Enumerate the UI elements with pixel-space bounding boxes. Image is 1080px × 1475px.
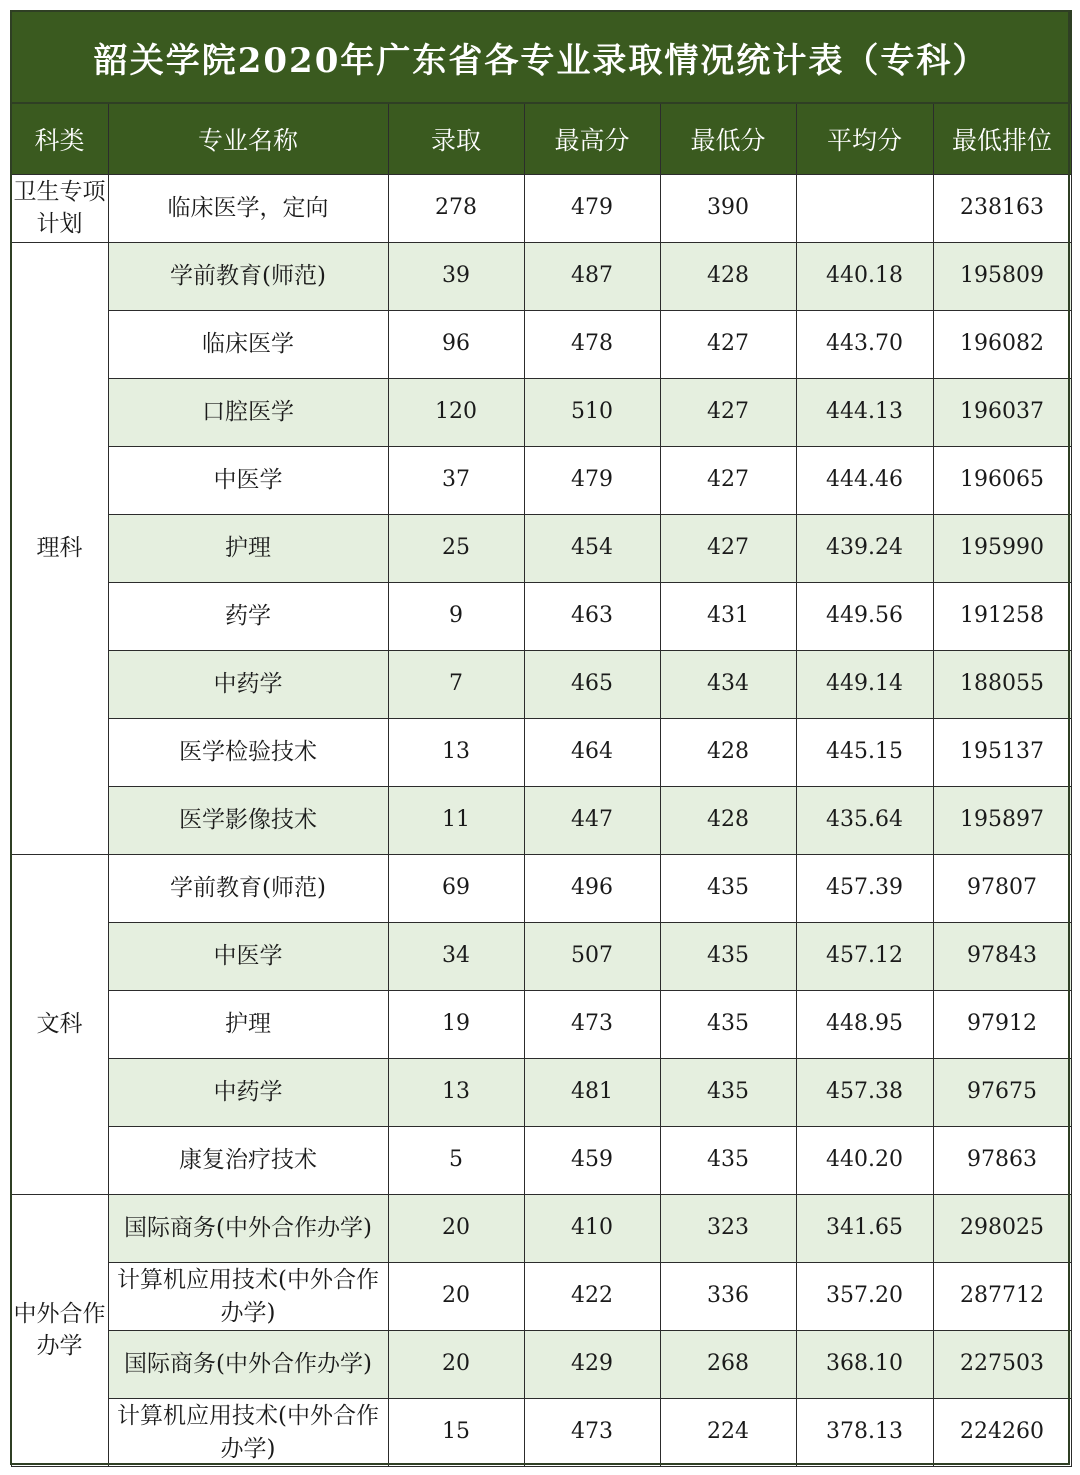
min-score-cell: 268 bbox=[660, 1331, 796, 1399]
admitted-cell: 96 bbox=[388, 311, 524, 379]
max-score-cell: 507 bbox=[524, 923, 660, 991]
min-score-cell: 224 bbox=[660, 1399, 796, 1467]
min-score-cell: 435 bbox=[660, 991, 796, 1059]
min-rank-cell: 195809 bbox=[933, 243, 1071, 311]
max-score-cell: 410 bbox=[524, 1195, 660, 1263]
min-score-cell: 427 bbox=[660, 515, 796, 583]
admitted-cell: 11 bbox=[388, 787, 524, 855]
major-cell: 学前教育(师范) bbox=[108, 855, 388, 923]
min-rank-cell: 195897 bbox=[933, 787, 1071, 855]
header-avg-score: 平均分 bbox=[796, 103, 933, 175]
admitted-cell: 37 bbox=[388, 447, 524, 515]
major-cell: 护理 bbox=[108, 991, 388, 1059]
min-rank-cell: 298025 bbox=[933, 1195, 1071, 1263]
admitted-cell: 25 bbox=[388, 515, 524, 583]
max-score-cell: 481 bbox=[524, 1059, 660, 1127]
avg-score-cell: 448.95 bbox=[796, 991, 933, 1059]
admitted-cell: 5 bbox=[388, 1127, 524, 1195]
max-score-cell: 464 bbox=[524, 719, 660, 787]
min-rank-cell: 238163 bbox=[933, 175, 1071, 243]
header-admitted: 录取 bbox=[388, 103, 524, 175]
avg-score-cell: 435.64 bbox=[796, 787, 933, 855]
max-score-cell: 463 bbox=[524, 583, 660, 651]
major-cell: 学前教育(师范) bbox=[108, 243, 388, 311]
max-score-cell: 510 bbox=[524, 379, 660, 447]
min-rank-cell: 97807 bbox=[933, 855, 1071, 923]
max-score-cell: 465 bbox=[524, 651, 660, 719]
min-rank-cell: 195137 bbox=[933, 719, 1071, 787]
admitted-cell: 7 bbox=[388, 651, 524, 719]
avg-score-cell: 444.46 bbox=[796, 447, 933, 515]
max-score-cell: 473 bbox=[524, 991, 660, 1059]
avg-score-cell: 449.14 bbox=[796, 651, 933, 719]
avg-score-cell: 341.65 bbox=[796, 1195, 933, 1263]
min-rank-cell: 97843 bbox=[933, 923, 1071, 991]
avg-score-cell: 378.13 bbox=[796, 1399, 933, 1467]
min-score-cell: 336 bbox=[660, 1263, 796, 1331]
admitted-cell: 69 bbox=[388, 855, 524, 923]
min-score-cell: 427 bbox=[660, 379, 796, 447]
major-cell: 医学影像技术 bbox=[108, 787, 388, 855]
major-cell: 康复治疗技术 bbox=[108, 1127, 388, 1195]
header-category: 科类 bbox=[11, 103, 108, 175]
major-cell: 计算机应用技术(中外合作办学) bbox=[108, 1399, 388, 1467]
avg-score-cell: 368.10 bbox=[796, 1331, 933, 1399]
max-score-cell: 479 bbox=[524, 447, 660, 515]
table-frame bbox=[10, 10, 1070, 1465]
category-cell: 卫生专项计划 bbox=[11, 175, 108, 243]
avg-score-cell: 457.12 bbox=[796, 923, 933, 991]
avg-score-cell: 443.70 bbox=[796, 311, 933, 379]
max-score-cell: 422 bbox=[524, 1263, 660, 1331]
avg-score-cell: 445.15 bbox=[796, 719, 933, 787]
avg-score-cell: 457.38 bbox=[796, 1059, 933, 1127]
major-cell: 中药学 bbox=[108, 1059, 388, 1127]
header-min-score: 最低分 bbox=[660, 103, 796, 175]
admitted-cell: 34 bbox=[388, 923, 524, 991]
category-cell: 理科 bbox=[11, 243, 108, 855]
avg-score-cell: 357.20 bbox=[796, 1263, 933, 1331]
major-cell: 口腔医学 bbox=[108, 379, 388, 447]
min-rank-cell: 97863 bbox=[933, 1127, 1071, 1195]
max-score-cell: 447 bbox=[524, 787, 660, 855]
min-score-cell: 435 bbox=[660, 1059, 796, 1127]
major-cell: 国际商务(中外合作办学) bbox=[108, 1195, 388, 1263]
admitted-cell: 13 bbox=[388, 1059, 524, 1127]
min-rank-cell: 191258 bbox=[933, 583, 1071, 651]
min-rank-cell: 97675 bbox=[933, 1059, 1071, 1127]
admitted-cell: 15 bbox=[388, 1399, 524, 1467]
min-rank-cell: 97912 bbox=[933, 991, 1071, 1059]
table-title: 韶关学院2020年广东省各专业录取情况统计表（专科） bbox=[11, 11, 1071, 103]
min-rank-cell: 224260 bbox=[933, 1399, 1071, 1467]
max-score-cell: 478 bbox=[524, 311, 660, 379]
max-score-cell: 429 bbox=[524, 1331, 660, 1399]
min-rank-cell: 196082 bbox=[933, 311, 1071, 379]
major-cell: 中医学 bbox=[108, 447, 388, 515]
major-cell: 药学 bbox=[108, 583, 388, 651]
admitted-cell: 20 bbox=[388, 1195, 524, 1263]
avg-score-cell: 449.56 bbox=[796, 583, 933, 651]
admitted-cell: 20 bbox=[388, 1263, 524, 1331]
avg-score-cell: 440.20 bbox=[796, 1127, 933, 1195]
min-rank-cell: 196037 bbox=[933, 379, 1071, 447]
category-cell: 中外合作办学 bbox=[11, 1195, 108, 1467]
admitted-cell: 278 bbox=[388, 175, 524, 243]
min-score-cell: 428 bbox=[660, 243, 796, 311]
min-rank-cell: 188055 bbox=[933, 651, 1071, 719]
min-rank-cell: 227503 bbox=[933, 1331, 1071, 1399]
max-score-cell: 459 bbox=[524, 1127, 660, 1195]
min-rank-cell: 196065 bbox=[933, 447, 1071, 515]
min-score-cell: 428 bbox=[660, 719, 796, 787]
min-score-cell: 427 bbox=[660, 311, 796, 379]
max-score-cell: 473 bbox=[524, 1399, 660, 1467]
major-cell: 计算机应用技术(中外合作办学) bbox=[108, 1263, 388, 1331]
major-cell: 临床医学 bbox=[108, 311, 388, 379]
min-score-cell: 428 bbox=[660, 787, 796, 855]
min-score-cell: 323 bbox=[660, 1195, 796, 1263]
admitted-cell: 9 bbox=[388, 583, 524, 651]
header-major: 专业名称 bbox=[108, 103, 388, 175]
major-cell: 临床医学，定向 bbox=[108, 175, 388, 243]
max-score-cell: 496 bbox=[524, 855, 660, 923]
header-min-rank: 最低排位 bbox=[933, 103, 1071, 175]
max-score-cell: 487 bbox=[524, 243, 660, 311]
max-score-cell: 454 bbox=[524, 515, 660, 583]
avg-score-cell: 439.24 bbox=[796, 515, 933, 583]
avg-score-cell: 440.18 bbox=[796, 243, 933, 311]
min-score-cell: 435 bbox=[660, 923, 796, 991]
avg-score-cell: 457.39 bbox=[796, 855, 933, 923]
min-score-cell: 431 bbox=[660, 583, 796, 651]
header-max-score: 最高分 bbox=[524, 103, 660, 175]
major-cell: 医学检验技术 bbox=[108, 719, 388, 787]
admitted-cell: 39 bbox=[388, 243, 524, 311]
admitted-cell: 20 bbox=[388, 1331, 524, 1399]
admitted-cell: 120 bbox=[388, 379, 524, 447]
min-rank-cell: 287712 bbox=[933, 1263, 1071, 1331]
min-score-cell: 434 bbox=[660, 651, 796, 719]
major-cell: 中药学 bbox=[108, 651, 388, 719]
min-rank-cell: 195990 bbox=[933, 515, 1071, 583]
admitted-cell: 13 bbox=[388, 719, 524, 787]
admitted-cell: 19 bbox=[388, 991, 524, 1059]
min-score-cell: 435 bbox=[660, 1127, 796, 1195]
min-score-cell: 427 bbox=[660, 447, 796, 515]
min-score-cell: 435 bbox=[660, 855, 796, 923]
major-cell: 国际商务(中外合作办学) bbox=[108, 1331, 388, 1399]
major-cell: 护理 bbox=[108, 515, 388, 583]
category-cell: 文科 bbox=[11, 855, 108, 1195]
min-score-cell: 390 bbox=[660, 175, 796, 243]
major-cell: 中医学 bbox=[108, 923, 388, 991]
avg-score-cell: 444.13 bbox=[796, 379, 933, 447]
max-score-cell: 479 bbox=[524, 175, 660, 243]
